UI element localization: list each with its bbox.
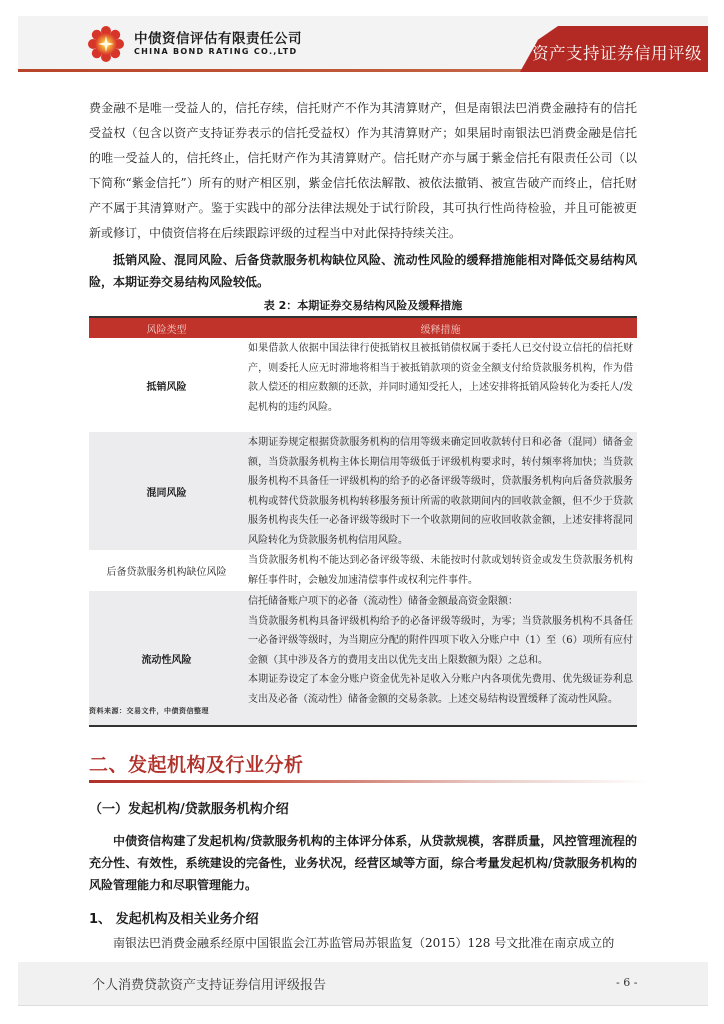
mitigation-line: 信托储备账户项下的必备（流动性）储备金额最高资金限额： [248,596,518,607]
risk-type-cell: 后备贷款服务机构缺位风险 [106,567,227,578]
company-name-cn: 中债资信评估有限责任公司 [134,31,302,47]
subsection-title: （一）发起机构/贷款服务机构介绍 [89,802,289,817]
table-row [89,338,637,432]
flower-logo-icon [88,26,124,62]
table-row [89,591,637,725]
mitigation-line: 本期证券设定了本金分账户资金优先补足收入分账户内各项优先费用、优先级证券利息支出及必备（流动性）储备金额的交易条款。上述交易结构设置缓释了流动性风险。 [248,674,633,705]
risk-type-cell: 混同风险 [146,487,187,499]
company-logo [88,26,302,62]
table-caption: 表 2：本期证券交易结构风险及缓释措施 [263,299,463,312]
risk-mitigation-table [89,316,637,727]
item-paragraph: 南银法巴消费金融系经原中国银监会江苏监管局苏银监复（2015）128 号文批准在南京成立的 [113,936,615,950]
section-title-rule [89,780,649,783]
table-row [89,432,637,550]
risk-type-cell: 流动性风险 [141,654,192,666]
mitigation-cell [244,591,637,725]
table-header-row [89,318,637,338]
mitigation-cell: 如果借款人依据中国法律行使抵销权且被抵销债权属于委托人已交付设立信托的信托财产，则委托人应无时滞地将相当于被抵销款项的资金全额支付给贷款服务机构，作为借款人偿还的相应数额的还款，并同时通知受托人，上述安排将抵销风险转化为委托人/发起机构的违约风险。 [248,343,633,413]
intro-paragraph: 费金融不是唯一受益人的，信托存续，信托财产不作为其清算财产，但是南银法巴消费金融持有的信托受益权（包含以资产支持证券表示的信托受益权）作为其清算财产；如果届时南银法巴消费金融是信托的唯一受益人的，信托终止，信托财产作为其清算财产。信托财产亦与属于紫金信托有限责任公司（以下简称“紫金信托”）所有的财产相区别，紫金信托依法解散、被依法撤销、被宣告破产而终止，信托财产不属于其清算财产。鉴于实践中的部分法律法规处于试行阶段，其可执行性尚待检验，并且可能被更新或修订，中债资信将在后续跟踪评级的过程当中对此保持持续关注。 [89,101,637,240]
header-mitigation: 缓释措施 [420,324,461,336]
header-rule [18,69,538,72]
page-header [0,0,724,80]
mitigation-cell: 当贷款服务机构不能达到必备评级等级、未能按时付款或划转资金或发生贷款服务机构解任事件时，会触发加速清偿事件或权利完件事件。 [248,555,633,586]
company-name-en: CHINA BOND RATING CO.,LTD [134,47,298,56]
table-row [89,550,637,591]
item-title: 1、 发起机构及相关业务介绍 [89,912,259,927]
summary-paragraph: 抵销风险、混同风险、后备贷款服务机构缺位风险、流动性风险的缓释措施能相对降低交易结构风险，本期证券交易结构风险较低。 [89,253,637,289]
subsection-paragraph: 中债资信构建了发起机构/贷款服务机构的主体评分体系，从贷款规模，客群质量，风控管理流程的充分性、有效性，系统建设的完备性，业务状况，经营区域等方面，综合考量发起机构/贷款服务机构的风险管理能力和尽职管理能力。 [89,834,637,892]
footer-report-title: 个人消费贷款资产支持证券信用评级报告 [92,978,327,993]
risk-type-cell: 抵销风险 [146,381,187,393]
table-source-note: 资料来源：交易文件，中债资信整理 [89,707,209,715]
banner-title: 资产支持证券信用评级 [532,44,702,63]
section-title: 二、发起机构及行业分析 [89,754,304,776]
mitigation-cell: 本期证券规定根据贷款服务机构的信用等级来确定回收款转付日和必备（混同）储备金额，当贷款服务机构主体长期信用等级低于评级机构要求时，转付频率将加快；当贷款服务机构不具备任一评级机构的给予的必备评级等级时，贷款服务机构向后备贷款服务机构或替代贷款服务机构转移服务预计所需的收款期间内的回收款金额，但不少于贷款服务机构丧失任一必备评级等级时下一个收款期间的应收回收款金额，上述安排将混同风险转化为贷款服务机构信用风险。 [248,437,633,546]
header-risk-type: 风险类型 [146,324,187,336]
page-number: - 6 - [616,976,638,989]
mitigation-line: 当贷款服务机构具备评级机构给予的必备评级等级时，为零；当贷款服务机构不具备任一必备评级等级时，为当期应分配的附件四项下收入分账户中（1）至（6）项所有应付金额（其中涉及各方的费用支出以优先支出上限数额为限）之总和。 [248,615,633,666]
